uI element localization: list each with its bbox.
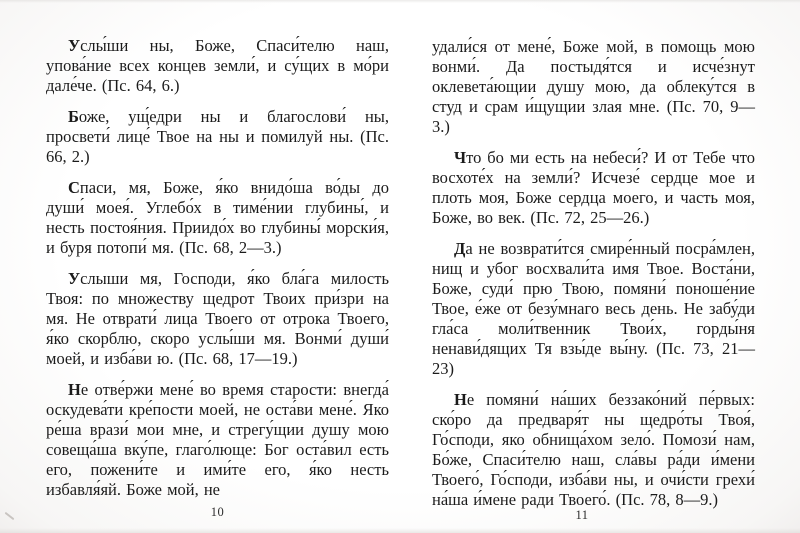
photo-top-edge <box>0 0 800 3</box>
paragraph-initial: У <box>68 269 81 288</box>
paragraph: удали́ся от мене́, Боже мой, в помощь мою вонми́. Да постыдя́тся и исче́знут оклевета́ющии душу мою, да облеку́тся в студ и срам и́щущии злая мне. (Пс. 70, 9—3.) <box>432 37 755 136</box>
page-right-text <box>432 37 755 521</box>
paragraph: Что бо ми есть на небеси́? И от Тебе что восхоте́х на земли́? Исчезе́ сердце мое и плоть моя, Боже сердца моего, и часть моя, Боже, во век. (Пс. 72, 25—26.) <box>432 148 755 227</box>
page-left-text <box>46 36 389 511</box>
photo-bottom-edge <box>0 528 800 533</box>
paragraph: Услыши мя, Господи, я́ко бла́га милость Твоя: по множеству щедрот Твоих при́зри на мя. Не отврати́ лица Твоего от отрока Твоего, я́ко скорблю, скоро услы́ши мя. Вонми́ души́ моей, и изба́ви ю. (Пс. 68, 17—19.) <box>46 269 389 368</box>
paragraph: Да не возврати́тся смире́нный посра́млен, нищ и убог восхвали́та имя Твое. Воста́ни, Боже, суди́ прю Твою, помяни́ поноше́ние Твое, е́же от безу́мнаго весь день. Не забу́ди гла́са моли́твенник Твои́х, горды́ня ненави́дящих Тя взы́де вы́ну. (Пс. 73, 21—23) <box>432 239 755 378</box>
paragraph: Боже, ущ́едри ны и благослови́ ны, просвети́ лице́ Твое на ны и помилуй ны. (Пс. 66, 2.) <box>46 107 389 166</box>
paragraph: Не отве́ржи мене́ во время старости: внегда́ оскудева́ти кре́пости моей, не оста́ви мене́. Яко ре́ша врази́ мои мне, и стрегу́щии душу мою совеща́ша вку́пе, глаго́люще: Бог оста́вил есть его, пожени́те и ими́те его, я́ко несть избавля́яй. Боже мой, не <box>46 380 389 499</box>
paragraph-initial: Н <box>68 380 81 399</box>
paragraph-initial: Д <box>454 239 466 258</box>
paragraph: Услы́ши ны, Боже, Спаси́телю наш, упова́ние всех концев земли́, и су́щих в мо́ри дале́че. (Пс. 64, 6.) <box>46 36 389 95</box>
paragraph: Не помяни́ на́ших беззако́ний пе́рвых: ско́ро да предваря́т ны щедро́ты Твоя́, Го́споди, яко обнища́хом зело́. Помози́ нам, Бо́же, Спаси́телю наш, сла́вы ра́ди и́мени Твоего́, Го́споди, изба́ви ны, и очи́сти грехи́ на́ша и́мене ради Твоего́. (Пс. 78, 8—9.) <box>432 390 755 509</box>
page-corner-crease <box>5 512 15 520</box>
paragraph-initial: Н <box>454 390 467 409</box>
page-number-left: 10 <box>210 505 225 519</box>
paragraph-initial: Б <box>68 107 79 126</box>
page-number-right: 11 <box>575 508 589 522</box>
paragraph-initial: С <box>68 178 80 197</box>
paragraph-initial: У <box>68 36 81 55</box>
paragraph: Спаси, мя, Боже, я́ко внидо́ша во́ды до души́ моея́. Углебо́х в тиме́нии глубины́, и несть постоя́ния. Приидо́х во глубины́ морски́я, и буря потопи́ мя. (Пс. 68, 2—3.) <box>46 178 389 257</box>
paragraph-initial: Ч <box>454 148 467 167</box>
